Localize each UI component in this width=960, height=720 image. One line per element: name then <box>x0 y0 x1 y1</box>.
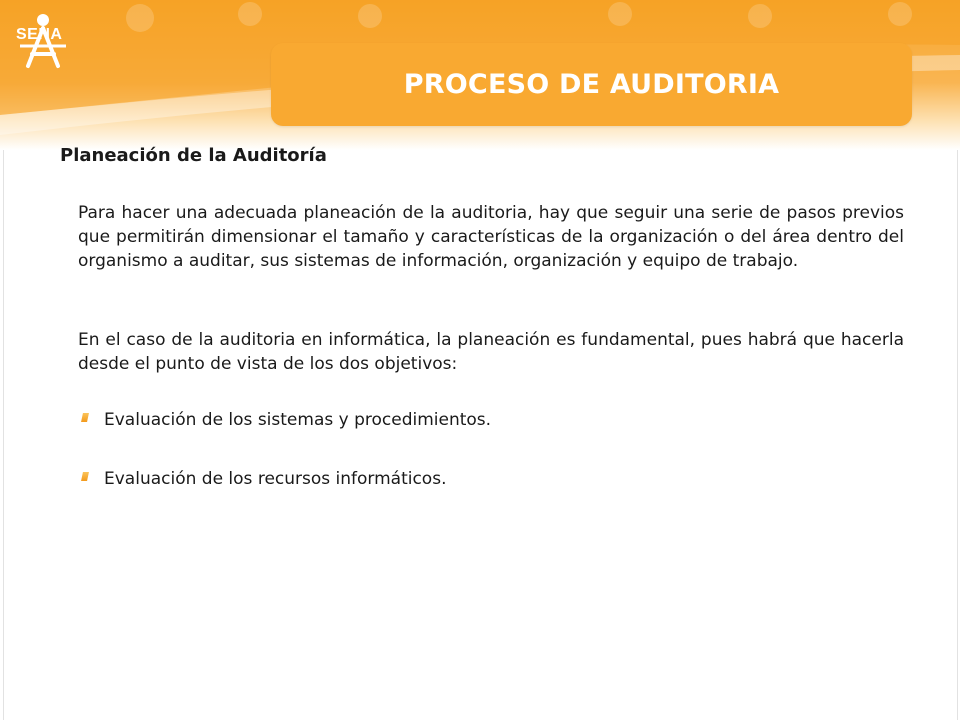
title-box <box>271 43 912 126</box>
slide-title: PROCESO DE AUDITORIA <box>403 69 780 100</box>
paragraph-informatics: En el caso de la auditoria en informática, la planeación es fundamental, pues habrá que hacerla desde el punto de vista de los dos objetivos: <box>78 330 904 374</box>
sena-logo-icon <box>6 6 84 84</box>
list-item <box>82 465 491 493</box>
bullet-icon <box>81 472 89 481</box>
list-item <box>82 406 491 434</box>
paragraph-planning: Para hacer una adecuada planeación de la auditoria, hay que seguir una serie de pasos previos que permitirán dimensionar el tamaño y características de la organización o del área dentro del organismo a auditar, sus sistemas de información, organización y equipo de trabajo. <box>78 203 904 271</box>
bullet-text: Evaluación de los sistemas y procedimientos. <box>104 410 492 430</box>
section-heading: Planeación de la Auditoría <box>60 145 327 166</box>
bullet-text: Evaluación de los recursos informáticos. <box>104 469 447 489</box>
right-border <box>957 150 958 720</box>
left-border <box>3 150 4 720</box>
sena-logo <box>6 6 84 84</box>
bullet-icon <box>81 413 89 422</box>
logo-text: SENA <box>16 26 63 43</box>
objectives-list <box>82 406 491 493</box>
